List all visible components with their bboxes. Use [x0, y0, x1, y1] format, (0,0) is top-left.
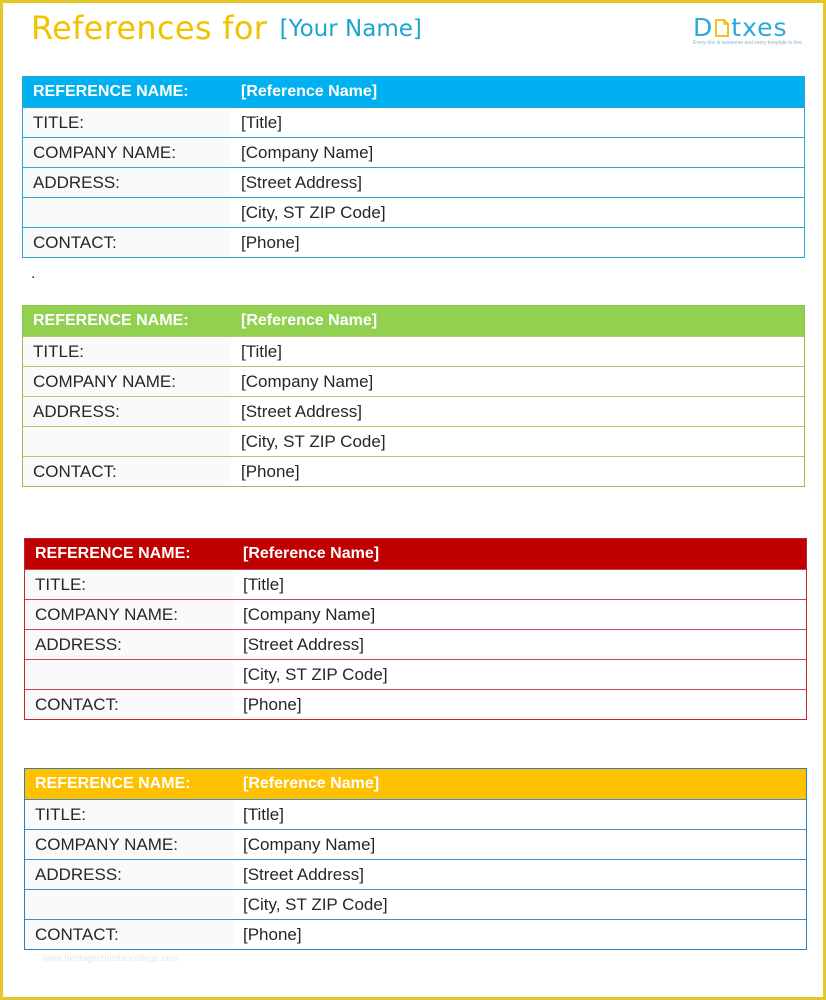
- reference-name-label: REFERENCE NAME:: [35, 545, 191, 562]
- street-address-value[interactable]: [Street Address]: [241, 401, 362, 421]
- company-name-label: COMPANY NAME:: [25, 600, 233, 629]
- logo-letter-d: D: [693, 13, 714, 42]
- reference-header-row: [25, 539, 806, 569]
- title-value[interactable]: [Title]: [243, 574, 284, 594]
- address-label: ADDRESS:: [25, 860, 233, 889]
- reference-row-contact: [23, 227, 804, 257]
- company-name-value[interactable]: [Company Name]: [241, 142, 374, 162]
- reference-row-title: [25, 799, 806, 829]
- company-name-value[interactable]: [Company Name]: [241, 371, 374, 391]
- reference-row-title: [25, 569, 806, 599]
- reference-row-city: [25, 659, 806, 689]
- logo-letters-txes: txes: [731, 13, 788, 42]
- title-label: TITLE:: [23, 337, 231, 366]
- reference-name-label: REFERENCE NAME:: [35, 775, 191, 792]
- address-label: ADDRESS:: [23, 397, 231, 426]
- contact-label: CONTACT:: [25, 690, 233, 719]
- city-state-zip-value[interactable]: [City, ST ZIP Code]: [243, 664, 388, 684]
- reference-name-value[interactable]: [Reference Name]: [241, 312, 378, 329]
- logo-tagline: Every doc is awesome and every template is free: [693, 40, 802, 46]
- separator-dot: .: [31, 265, 36, 282]
- city-label: [25, 890, 233, 919]
- reference-name-value[interactable]: [Reference Name]: [243, 545, 380, 562]
- reference-row-address: [25, 629, 806, 659]
- watermark: www.heritagechristiancollege.com: [43, 953, 179, 963]
- page-title: [31, 9, 422, 53]
- title-label: TITLE:: [25, 800, 233, 829]
- title-text: References for: [31, 9, 268, 47]
- reference-row-company: [23, 137, 804, 167]
- street-address-value[interactable]: [Street Address]: [243, 634, 364, 654]
- reference-row-city: [23, 197, 804, 227]
- reference-row-title: [23, 336, 804, 366]
- title-label: TITLE:: [23, 108, 231, 137]
- reference-name-value[interactable]: [Reference Name]: [241, 83, 378, 100]
- city-label: [23, 427, 231, 456]
- reference-name-value[interactable]: [Reference Name]: [243, 775, 380, 792]
- phone-value[interactable]: [Phone]: [241, 461, 300, 481]
- reference-name-label: REFERENCE NAME:: [33, 83, 189, 100]
- address-label: ADDRESS:: [25, 630, 233, 659]
- reference-header-row: [23, 77, 804, 107]
- contact-label: CONTACT:: [23, 228, 231, 257]
- reference-row-contact: [25, 919, 806, 949]
- reference-row-address: [25, 859, 806, 889]
- reference-block-3: [24, 538, 807, 720]
- street-address-value[interactable]: [Street Address]: [243, 864, 364, 884]
- company-name-label: COMPANY NAME:: [23, 138, 231, 167]
- title-value[interactable]: [Title]: [243, 804, 284, 824]
- reference-row-company: [25, 829, 806, 859]
- title-label: TITLE:: [25, 570, 233, 599]
- your-name-placeholder[interactable]: [Your Name]: [279, 16, 422, 42]
- city-state-zip-value[interactable]: [City, ST ZIP Code]: [241, 202, 386, 222]
- city-label: [23, 198, 231, 227]
- phone-value[interactable]: [Phone]: [241, 232, 300, 252]
- reference-block-4: [24, 768, 807, 950]
- dotxes-logo: [693, 13, 805, 53]
- company-name-value[interactable]: [Company Name]: [243, 834, 376, 854]
- reference-row-city: [23, 426, 804, 456]
- city-label: [25, 660, 233, 689]
- reference-row-title: [23, 107, 804, 137]
- reference-header-row: [25, 769, 806, 799]
- reference-row-company: [25, 599, 806, 629]
- title-value[interactable]: [Title]: [241, 112, 282, 132]
- street-address-value[interactable]: [Street Address]: [241, 172, 362, 192]
- reference-row-city: [25, 889, 806, 919]
- reference-block-2: [22, 305, 805, 487]
- address-label: ADDRESS:: [23, 168, 231, 197]
- title-value[interactable]: [Title]: [241, 341, 282, 361]
- company-name-label: COMPANY NAME:: [25, 830, 233, 859]
- phone-value[interactable]: [Phone]: [243, 694, 302, 714]
- city-state-zip-value[interactable]: [City, ST ZIP Code]: [241, 431, 386, 451]
- document-icon: [714, 19, 730, 37]
- reference-row-contact: [23, 456, 804, 486]
- reference-block-1: [22, 76, 805, 258]
- company-name-label: COMPANY NAME:: [23, 367, 231, 396]
- reference-row-company: [23, 366, 804, 396]
- reference-row-address: [23, 396, 804, 426]
- company-name-value[interactable]: [Company Name]: [243, 604, 376, 624]
- city-state-zip-value[interactable]: [City, ST ZIP Code]: [243, 894, 388, 914]
- reference-row-contact: [25, 689, 806, 719]
- contact-label: CONTACT:: [25, 920, 233, 949]
- reference-row-address: [23, 167, 804, 197]
- phone-value[interactable]: [Phone]: [243, 924, 302, 944]
- reference-name-label: REFERENCE NAME:: [33, 312, 189, 329]
- contact-label: CONTACT:: [23, 457, 231, 486]
- reference-header-row: [23, 306, 804, 336]
